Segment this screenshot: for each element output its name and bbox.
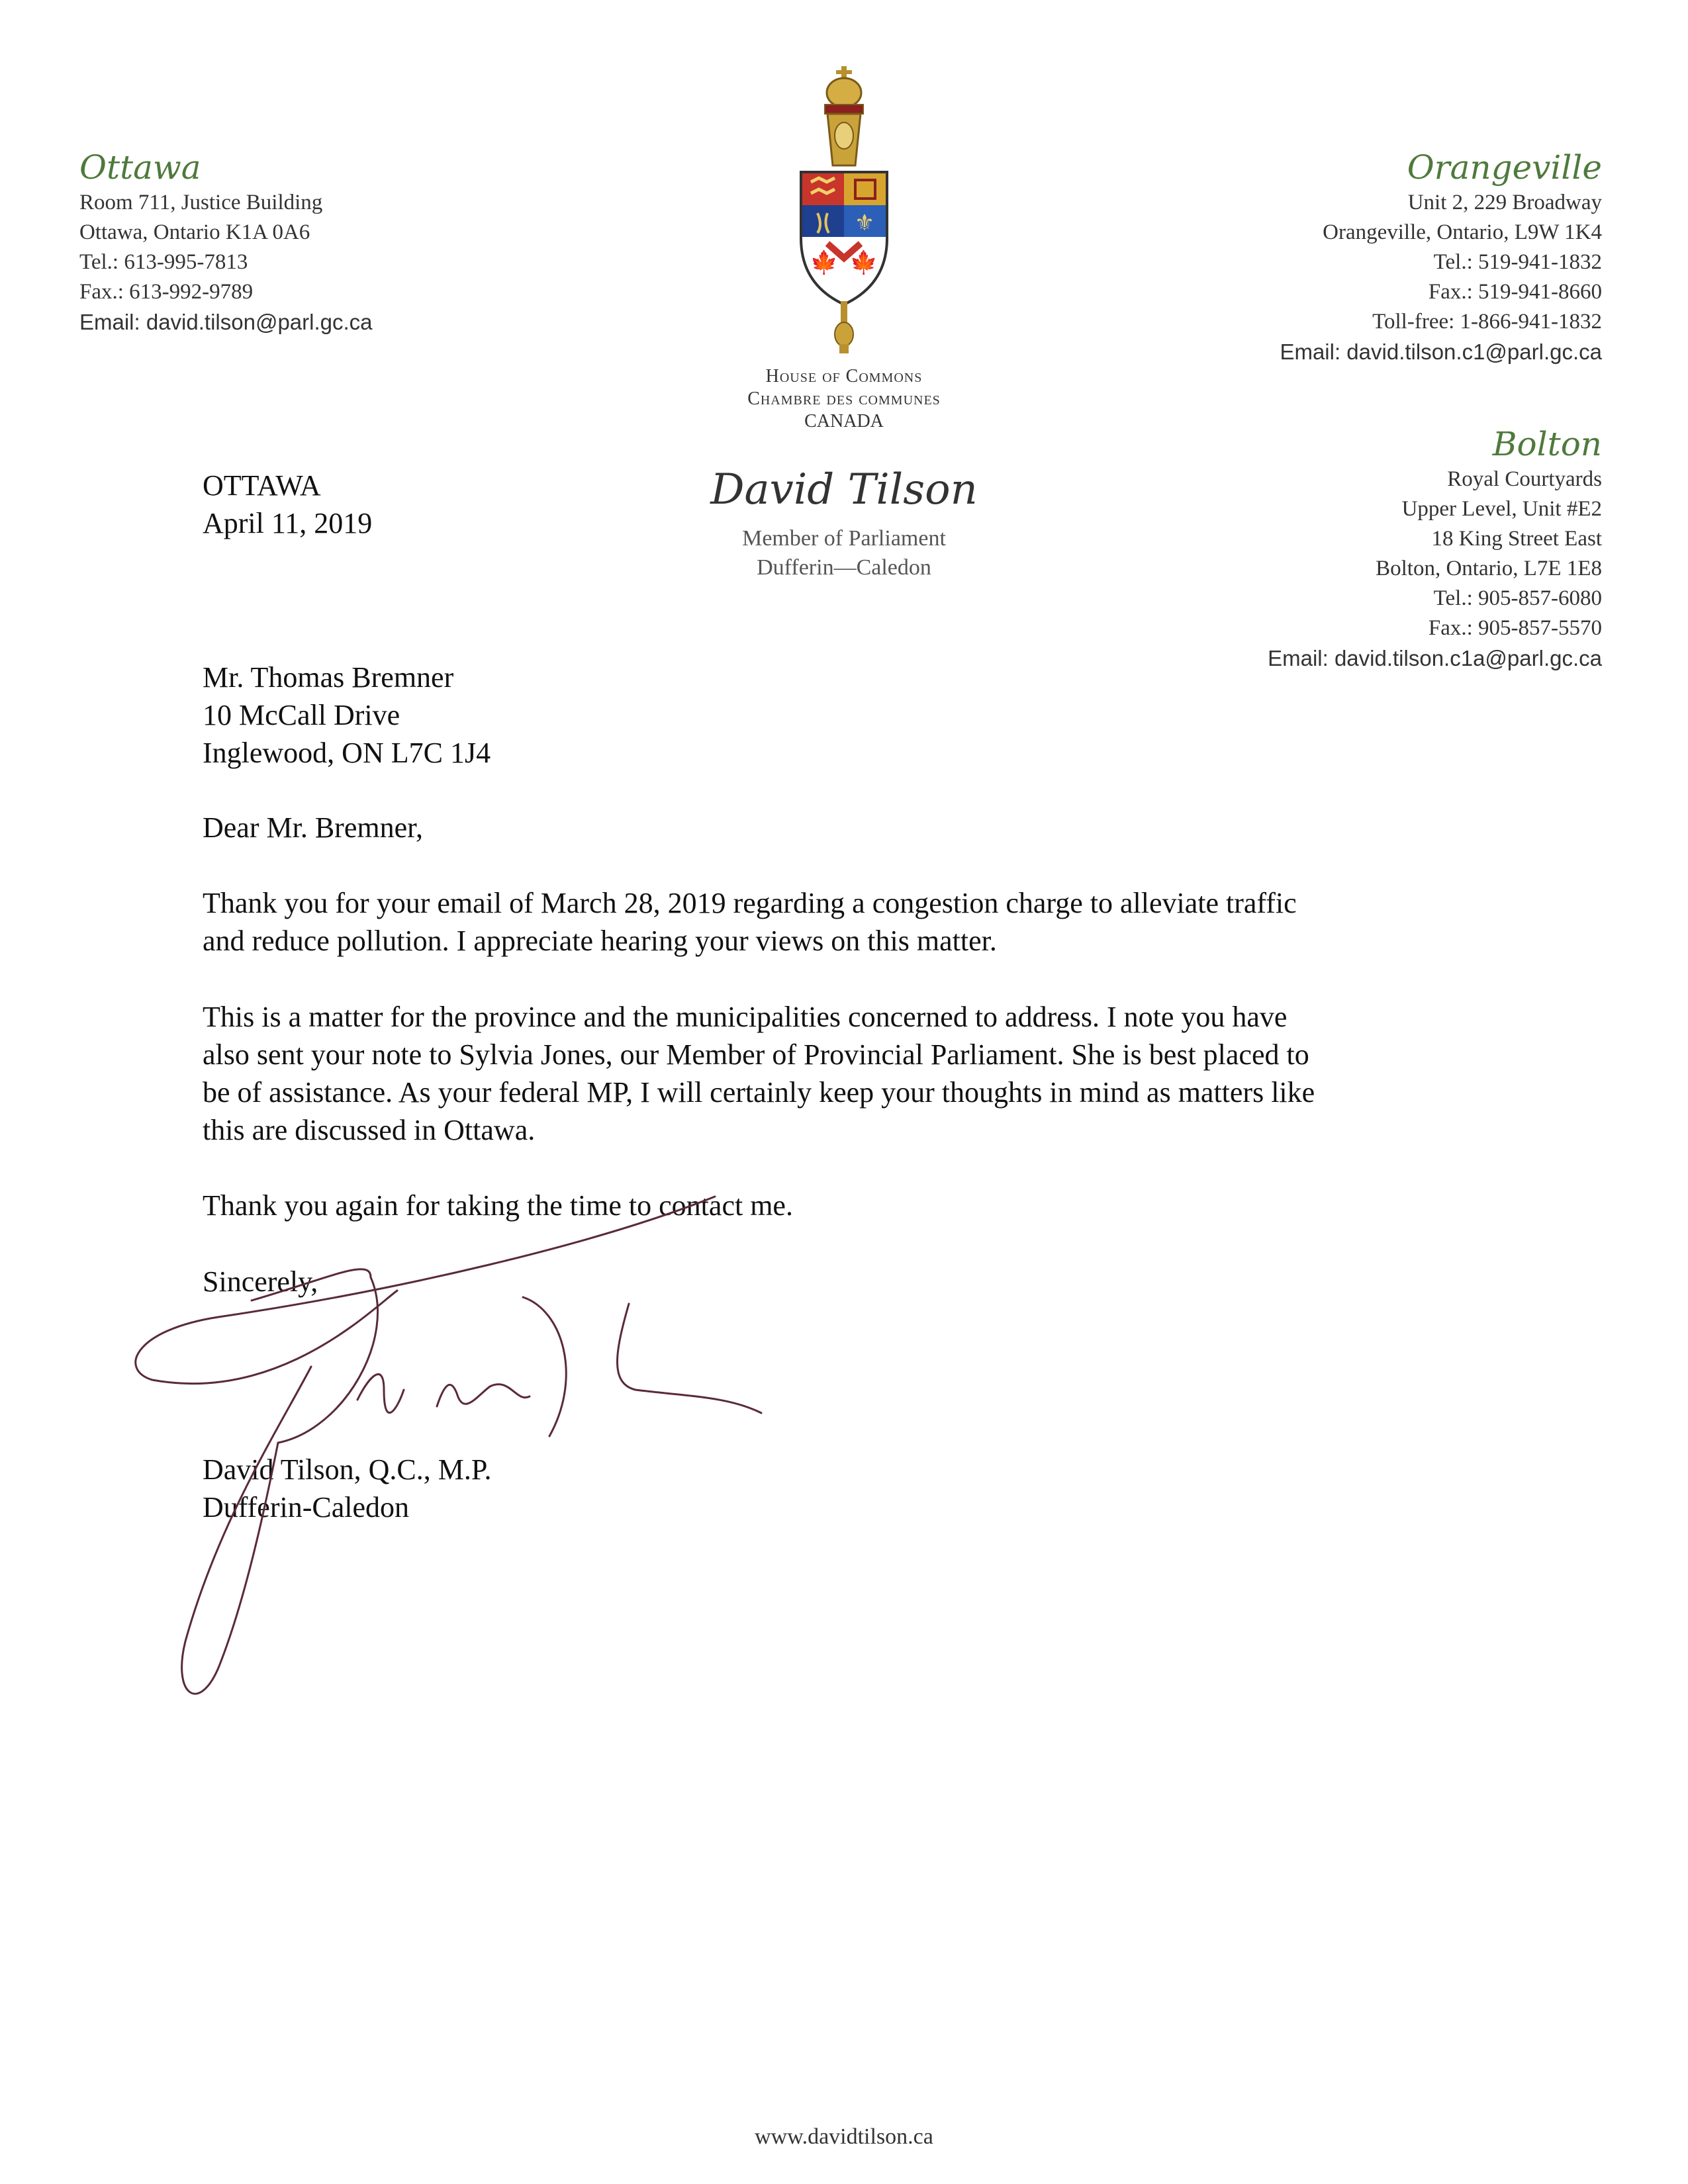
orangeville-phone: Tel.: 519-941-1832: [1433, 250, 1602, 274]
letter-city: OTTAWA: [203, 469, 321, 502]
svg-text:⚜: ⚜: [854, 210, 875, 236]
bolton-address-line: 18 King Street East: [1431, 527, 1602, 551]
bolton-fax: Fax.: 905-857-5570: [1428, 616, 1602, 640]
recipient-name: Mr. Thomas Bremner: [203, 661, 454, 694]
orangeville-email: Email: david.tilson.c1@parl.gc.ca: [1280, 340, 1602, 364]
mp-role: Member of Parliament: [742, 526, 946, 551]
svg-text:🍁: 🍁: [849, 250, 878, 276]
orangeville-toll-free: Toll-free: 1-866-941-1832: [1372, 310, 1602, 334]
mp-name-heading: David Tilson: [710, 465, 978, 514]
recipient-city: Inglewood, ON L7C 1J4: [203, 737, 491, 769]
ottawa-address-line: Room 711, Justice Building: [79, 191, 323, 214]
paragraph-line: This is a matter for the province and the municipalities concerned to address. I note you have: [203, 1001, 1288, 1033]
orangeville-address-line: Unit 2, 229 Broadway: [1407, 191, 1602, 214]
ottawa-phone: Tel.: 613-995-7813: [79, 250, 248, 274]
bolton-address-line: Upper Level, Unit #E2: [1401, 497, 1602, 521]
paragraph-line: Thank you for your email of March 28, 2019 regarding a congestion charge to alleviate traffic: [203, 887, 1297, 919]
bolton-office-title: Bolton: [1492, 425, 1602, 463]
salutation: Dear Mr. Bremner,: [203, 811, 424, 844]
orangeville-office-title: Orangeville: [1407, 148, 1602, 187]
bolton-phone: Tel.: 905-857-6080: [1433, 586, 1602, 610]
ottawa-address-line: Ottawa, Ontario K1A 0A6: [79, 220, 310, 244]
paragraph-line: be of assistance. As your federal MP, I will certainly keep your thoughts in mind as matters like: [203, 1076, 1315, 1109]
paragraph-line: this are discussed in Ottawa.: [203, 1114, 536, 1146]
recipient-street: 10 McCall Drive: [203, 699, 400, 731]
footer-website: www.davidtilson.ca: [755, 2124, 933, 2149]
house-name-english: House of Commons: [765, 366, 923, 387]
paragraph-line: also sent your note to Sylvia Jones, our Member of Provincial Parliament. She is best placed to: [203, 1038, 1309, 1071]
orangeville-address-line: Orangeville, Ontario, L9W 1K4: [1323, 220, 1602, 244]
svg-text:🍁: 🍁: [810, 250, 839, 276]
mp-riding: Dufferin—Caledon: [757, 555, 931, 580]
orangeville-fax: Fax.: 519-941-8660: [1428, 280, 1602, 304]
signatory-name: David Tilson, Q.C., M.P.: [203, 1453, 492, 1486]
closing: Sincerely,: [203, 1265, 318, 1298]
signatory-riding: Dufferin-Caledon: [203, 1491, 409, 1524]
bolton-address-line: Bolton, Ontario, L7E 1E8: [1376, 557, 1602, 580]
ottawa-fax: Fax.: 613-992-9789: [79, 280, 254, 304]
paragraph-line: and reduce pollution. I appreciate hearing your views on this matter.: [203, 925, 997, 957]
body-paragraph-3: Thank you again for taking the time to contact me.: [203, 1189, 793, 1222]
ottawa-email: Email: david.tilson@parl.gc.ca: [79, 310, 373, 334]
country-name: CANADA: [804, 411, 884, 432]
ottawa-office-title: Ottawa: [79, 148, 201, 187]
house-name-french: Chambre des communes: [747, 388, 941, 409]
bolton-email: Email: david.tilson.c1a@parl.gc.ca: [1268, 646, 1602, 670]
bolton-address-line: Royal Courtyards: [1447, 467, 1602, 491]
letter-date: April 11, 2019: [203, 507, 373, 539]
